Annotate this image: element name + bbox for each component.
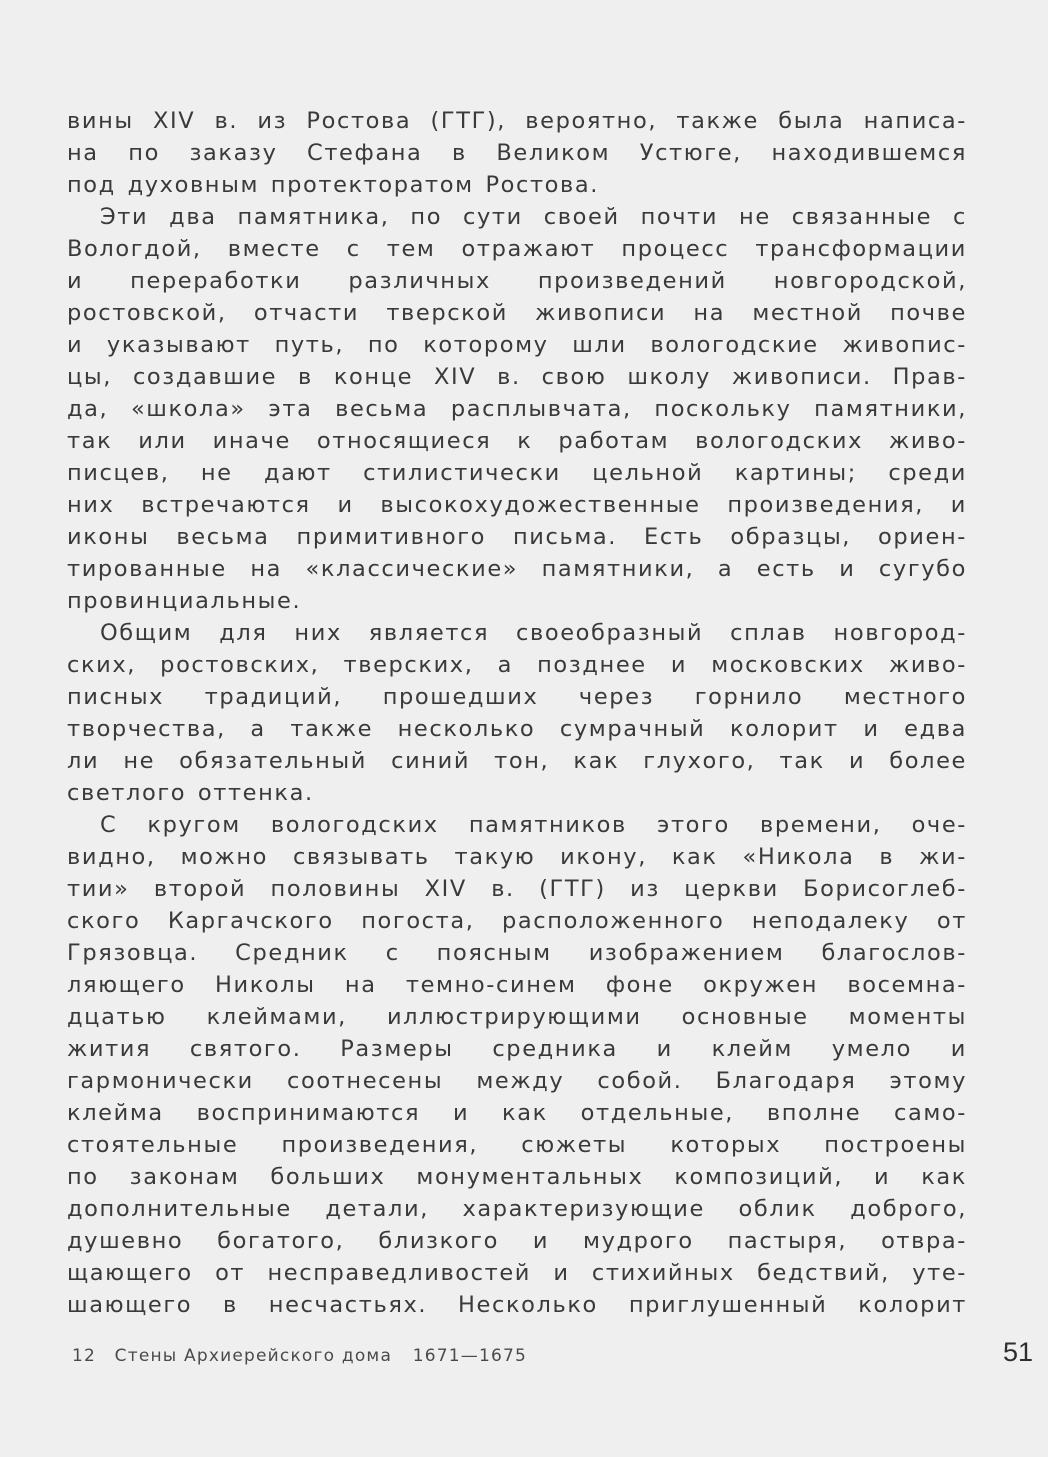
- text-line: ростовской, отчасти тверской живописи на местной почве: [67, 300, 967, 326]
- text-line: Общим для них является своеобразный сплав новгород-: [100, 620, 967, 646]
- text-line: них встречаются и высокохудожественные произведения, и: [67, 492, 967, 518]
- text-line: Эти два памятника, по сути своей почти не связанные с: [100, 204, 967, 230]
- text-line: цы, создавшие в конце XIV в. свою школу живописи. Прав-: [67, 364, 967, 390]
- caption-years: 1671—1675: [412, 1346, 528, 1366]
- text-line: да, «школа» эта весьма расплывчата, поскольку памятники,: [67, 396, 967, 422]
- text-line: по законам больших монументальных композиций, и как: [67, 1164, 967, 1190]
- paragraph: [67, 617, 967, 809]
- text-line: ского Каргачского погоста, расположенного неподалеку от: [67, 908, 967, 934]
- text-line: тированные на «классические» памятники, а есть и сугубо: [67, 556, 967, 582]
- text-line: под духовным протекторатом Ростова.: [67, 172, 600, 198]
- text-line: гармонически соотнесены между собой. Благодаря этому: [67, 1068, 967, 1094]
- text-line: ли не обязательный синий тон, как глухого, так и более: [67, 748, 967, 774]
- paragraph: [67, 201, 967, 617]
- page-body: [67, 105, 967, 1321]
- text-line: так или иначе относящиеся к работам вологодских живо-: [67, 428, 967, 454]
- text-line: на по заказу Стефана в Великом Устюге, находившемся: [67, 140, 967, 166]
- caption-number: 12: [72, 1346, 97, 1366]
- text-line: ских, ростовских, тверских, а позднее и московских живо-: [67, 652, 967, 678]
- text-line: жития святого. Размеры средника и клейм умело и: [67, 1036, 967, 1062]
- paragraph: [67, 105, 967, 201]
- text-line: творчества, а также несколько сумрачный колорит и едва: [67, 716, 967, 742]
- text-line: шающего в несчастьях. Несколько приглушенный колорит: [67, 1292, 967, 1318]
- text-line: и переработки различных произведений новгородской,: [67, 268, 967, 294]
- text-line: вины XIV в. из Ростова (ГТГ), вероятно, также была написа-: [67, 108, 967, 134]
- text-line: видно, можно связывать такую икону, как «Никола в жи-: [67, 844, 967, 870]
- text-line: дополнительные детали, характеризующие облик доброго,: [67, 1196, 967, 1222]
- text-line: клейма воспринимаются и как отдельные, вполне само-: [67, 1100, 967, 1126]
- figure-caption: [72, 1346, 527, 1366]
- text-line: и указывают путь, по которому шли вологодские живопис-: [67, 332, 967, 358]
- text-line: щающего от несправедливостей и стихийных бедствий, уте-: [67, 1260, 967, 1286]
- paragraph: [67, 809, 967, 1321]
- caption-text: Стены Архиерейского дома: [114, 1346, 393, 1366]
- text-line: иконы весьма примитивного письма. Есть образцы, ориен-: [67, 524, 967, 550]
- text-line: светлого оттенка.: [67, 780, 314, 806]
- text-line: стоятельные произведения, сюжеты которых построены: [67, 1132, 967, 1158]
- page-number: 51: [1002, 1337, 1033, 1367]
- text-line: писных традиций, прошедших через горнило местного: [67, 684, 967, 710]
- text-line: провинциальные.: [67, 588, 302, 614]
- text-line: дцатью клеймами, иллюстрирующими основные моменты: [67, 1004, 967, 1030]
- text-line: Вологдой, вместе с тем отражают процесс трансформации: [67, 236, 967, 262]
- text-line: Грязовца. Средник с поясным изображением благослов-: [67, 940, 967, 966]
- text-line: душевно богатого, близкого и мудрого пастыря, отвра-: [67, 1228, 967, 1254]
- text-line: С кругом вологодских памятников этого времени, оче-: [100, 812, 967, 838]
- text-line: тии» второй половины XIV в. (ГТГ) из церкви Борисоглеб-: [67, 876, 967, 902]
- text-line: ляющего Николы на темно-синем фоне окружен восемна-: [67, 972, 967, 998]
- text-line: писцев, не дают стилистически цельной картины; среди: [67, 460, 967, 486]
